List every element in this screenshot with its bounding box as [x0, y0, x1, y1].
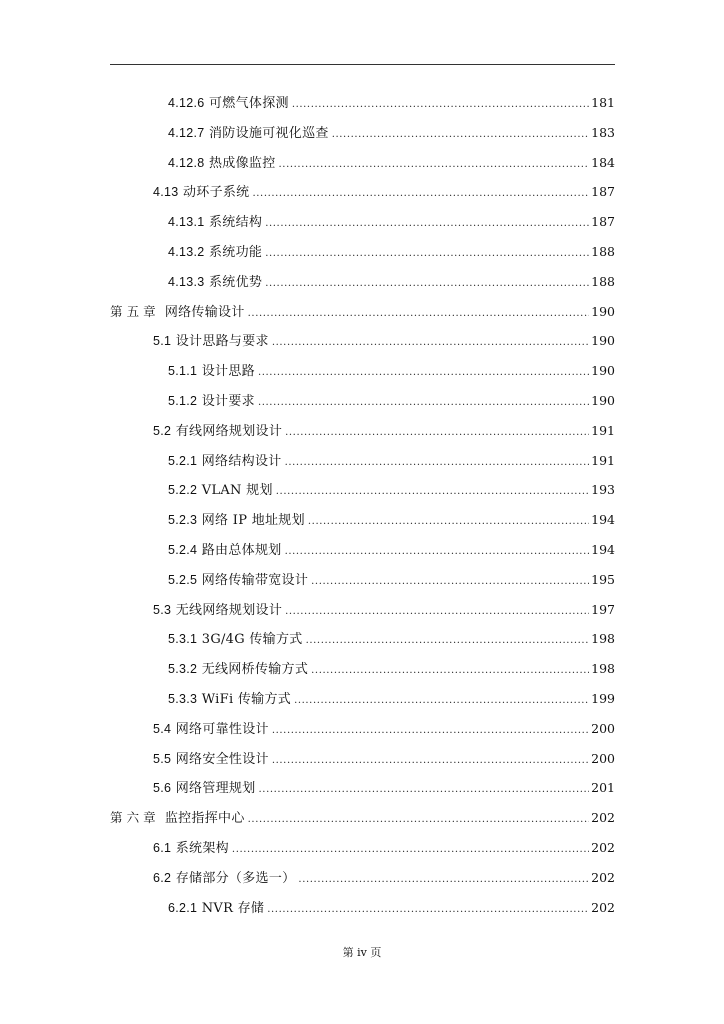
- toc-entry[interactable]: [153, 837, 615, 859]
- toc-entry-page: 202: [591, 869, 615, 885]
- toc-dot-leader: [311, 660, 589, 682]
- toc-entry-number: 5.4: [153, 721, 172, 736]
- toc-entry-title: 系统结构: [209, 215, 263, 231]
- toc-entry-number: 5.2.2: [168, 483, 198, 498]
- toc-entry-number: 5.6: [153, 781, 172, 796]
- toc-entry-page: 187: [591, 214, 615, 230]
- toc-entry-title: 监控指挥中心: [164, 811, 245, 827]
- toc-entry-number: 5.5: [153, 751, 172, 766]
- toc-entry-page: 181: [591, 95, 615, 110]
- toc-entry-page: 195: [591, 571, 615, 587]
- toc-entry-page: 190: [591, 303, 615, 319]
- toc-entry-title: NVR 存储: [201, 900, 265, 916]
- toc-dot-leader: [332, 124, 589, 146]
- toc-entry-page: 190: [591, 393, 615, 408]
- toc-entry-title: 网络安全性设计: [175, 751, 269, 767]
- toc-dot-leader: [272, 720, 589, 742]
- toc-entry[interactable]: [168, 509, 615, 531]
- toc-dot-leader: [272, 750, 589, 772]
- toc-dot-leader: [259, 779, 590, 801]
- page-number-footer: 第 iv 页: [342, 946, 382, 959]
- toc-entry[interactable]: [168, 390, 615, 412]
- toc-entry-title: 网络结构设计: [201, 453, 282, 469]
- toc-dot-leader: [311, 571, 589, 593]
- toc-entry-number: 5.3.3: [168, 692, 198, 706]
- toc-entry-number: 第 五 章: [110, 304, 156, 319]
- toc-entry-title: 网络传输设计: [164, 304, 245, 320]
- toc-dot-leader: [258, 392, 589, 414]
- toc-entry[interactable]: [153, 181, 615, 203]
- toc-entry-title: 设计思路: [201, 364, 255, 380]
- toc-entry-page: 190: [591, 333, 615, 349]
- toc-entry-number: 5.2.1: [168, 453, 198, 468]
- toc-entry[interactable]: [168, 450, 615, 472]
- toc-entry-title: 系统优势: [209, 274, 263, 290]
- toc-dot-leader: [252, 183, 589, 205]
- toc-entry-title: 网络传输带宽设计: [201, 572, 309, 588]
- toc-entry-page: 191: [591, 452, 615, 468]
- toc-dot-leader: [285, 601, 589, 623]
- toc-entry-number: 4.13.3: [168, 274, 205, 289]
- toc-entry-number: 5.3.2: [168, 662, 198, 677]
- toc-dot-leader: [265, 213, 589, 235]
- toc-entry-number: 6.2.1: [168, 900, 198, 915]
- toc-entry-number: 4.13.2: [168, 245, 205, 259]
- toc-entry-title: WiFi 传输方式: [201, 692, 292, 707]
- toc-dot-leader: [248, 809, 590, 831]
- toc-entry-title: 网络可靠性设计: [175, 721, 269, 737]
- toc-entry-title: 网络管理规划: [175, 781, 256, 797]
- toc-dot-leader: [294, 690, 589, 712]
- toc-entry-number: 6.2: [153, 870, 172, 885]
- toc-dot-leader: [258, 362, 589, 384]
- toc-entry[interactable]: [153, 777, 615, 799]
- toc-dot-leader: [248, 303, 590, 325]
- toc-entry[interactable]: [168, 539, 615, 561]
- toc-entry-number: 6.1: [153, 841, 172, 855]
- toc-entry[interactable]: [168, 211, 615, 233]
- toc-dot-leader: [298, 869, 589, 891]
- toc-entry[interactable]: [168, 122, 615, 144]
- toc-entry-title: 设计要求: [201, 394, 255, 409]
- toc-entry-page: 184: [591, 154, 615, 170]
- toc-entry[interactable]: [168, 241, 615, 263]
- toc-entry-title: 路由总体规划: [201, 543, 282, 558]
- toc-entry-page: 198: [591, 661, 615, 677]
- toc-dot-leader: [292, 94, 589, 116]
- toc-entry-title: 无线网桥传输方式: [201, 662, 309, 678]
- toc-entry-number: 5.1.2: [168, 394, 198, 408]
- toc-entry-title: 设计思路与要求: [175, 334, 269, 350]
- toc-entry-number: 5.2.5: [168, 572, 198, 587]
- toc-entry-page: 188: [591, 273, 615, 289]
- toc-entry[interactable]: [153, 867, 615, 889]
- toc-dot-leader: [285, 422, 589, 444]
- toc-entry-page: 187: [591, 184, 615, 200]
- toc-entry[interactable]: [153, 599, 615, 621]
- toc-entry[interactable]: [168, 569, 615, 591]
- toc-entry-number: 5.2.4: [168, 543, 198, 557]
- toc-entry-page: 199: [591, 691, 615, 706]
- toc-dot-leader: [232, 839, 589, 861]
- toc-entry-page: 202: [591, 810, 615, 826]
- toc-entry[interactable]: [168, 479, 615, 501]
- toc-entry-page: 194: [591, 512, 615, 528]
- toc-entry-title: 存储部分（多选一）: [175, 870, 296, 886]
- toc-entry-number: 5.2: [153, 423, 172, 438]
- toc-entry-title: 可燃气体探测: [209, 96, 289, 111]
- toc-entry-number: 4.12.6: [168, 96, 205, 110]
- toc-entry-page: 198: [591, 631, 615, 647]
- toc-entry-page: 188: [591, 244, 615, 259]
- toc-entry-page: 193: [591, 482, 615, 498]
- toc-entry-number: 4.13.1: [168, 215, 205, 230]
- toc-entry-page: 194: [591, 542, 615, 557]
- toc-entry-number: 5.1: [153, 334, 172, 349]
- toc-dot-leader: [306, 630, 590, 652]
- toc-entry-title: 有线网络规划设计: [175, 423, 283, 439]
- toc-entry-number: 第 六 章: [110, 811, 156, 826]
- toc-entry-title: 网络 IP 地址规划: [201, 513, 305, 529]
- toc-entry-title: 系统功能: [209, 245, 263, 260]
- toc-entry-page: 202: [591, 899, 615, 915]
- toc-entry-number: 5.3.1: [168, 632, 198, 647]
- toc-entry-page: 200: [591, 750, 615, 766]
- toc-entry-page: 191: [591, 422, 615, 438]
- toc-dot-leader: [265, 273, 589, 295]
- toc-entry-title: 系统架构: [175, 841, 229, 856]
- toc-entry[interactable]: [153, 748, 615, 770]
- toc-entry[interactable]: [110, 807, 615, 829]
- toc-dot-leader: [285, 452, 590, 474]
- toc-entry-number: 5.3: [153, 602, 172, 617]
- toc-entry-page: 197: [591, 601, 615, 617]
- toc-entry-page: 202: [591, 840, 615, 855]
- toc-entry[interactable]: [168, 658, 615, 680]
- toc-entry-title: 消防设施可视化巡查: [209, 125, 329, 141]
- toc-entry-page: 183: [591, 124, 615, 140]
- toc-dot-leader: [279, 154, 590, 176]
- toc-entry[interactable]: [168, 92, 615, 114]
- toc-entry-title: 无线网络规划设计: [175, 602, 283, 618]
- toc-entry-number: 5.1.1: [168, 364, 198, 379]
- toc-dot-leader: [267, 899, 589, 921]
- toc-entry[interactable]: [168, 897, 615, 919]
- toc-entry-title: 动环子系统: [182, 185, 250, 201]
- toc-entry[interactable]: [168, 688, 615, 710]
- header-rule: [110, 64, 615, 65]
- toc-dot-leader: [272, 332, 589, 354]
- toc-entry[interactable]: [168, 360, 615, 382]
- toc-entry-number: 4.13: [153, 185, 179, 200]
- toc-dot-leader: [276, 481, 589, 503]
- toc-entry-title: 3G/4G 传输方式: [201, 632, 303, 648]
- toc-entry-number: 4.12.8: [168, 155, 205, 170]
- toc-dot-leader: [308, 511, 589, 533]
- toc-entry[interactable]: [153, 718, 615, 740]
- toc-dot-leader: [285, 541, 590, 563]
- toc-entry-title: 热成像监控: [209, 155, 276, 171]
- toc-entry-number: 5.2.3: [168, 513, 198, 528]
- toc-entry-page: 190: [591, 363, 615, 379]
- toc-entry-page: 200: [591, 720, 615, 736]
- toc-entry[interactable]: [153, 330, 615, 352]
- toc-dot-leader: [265, 243, 589, 265]
- toc-entry[interactable]: [168, 271, 615, 293]
- toc-entry[interactable]: [168, 628, 615, 650]
- toc-entry-page: 201: [591, 780, 615, 796]
- toc-entry-title: VLAN 规划: [201, 483, 273, 499]
- toc-entry-number: 4.12.7: [168, 125, 205, 140]
- toc-entry[interactable]: [110, 301, 615, 323]
- toc-entry[interactable]: [168, 152, 615, 174]
- toc-entry[interactable]: [153, 420, 615, 442]
